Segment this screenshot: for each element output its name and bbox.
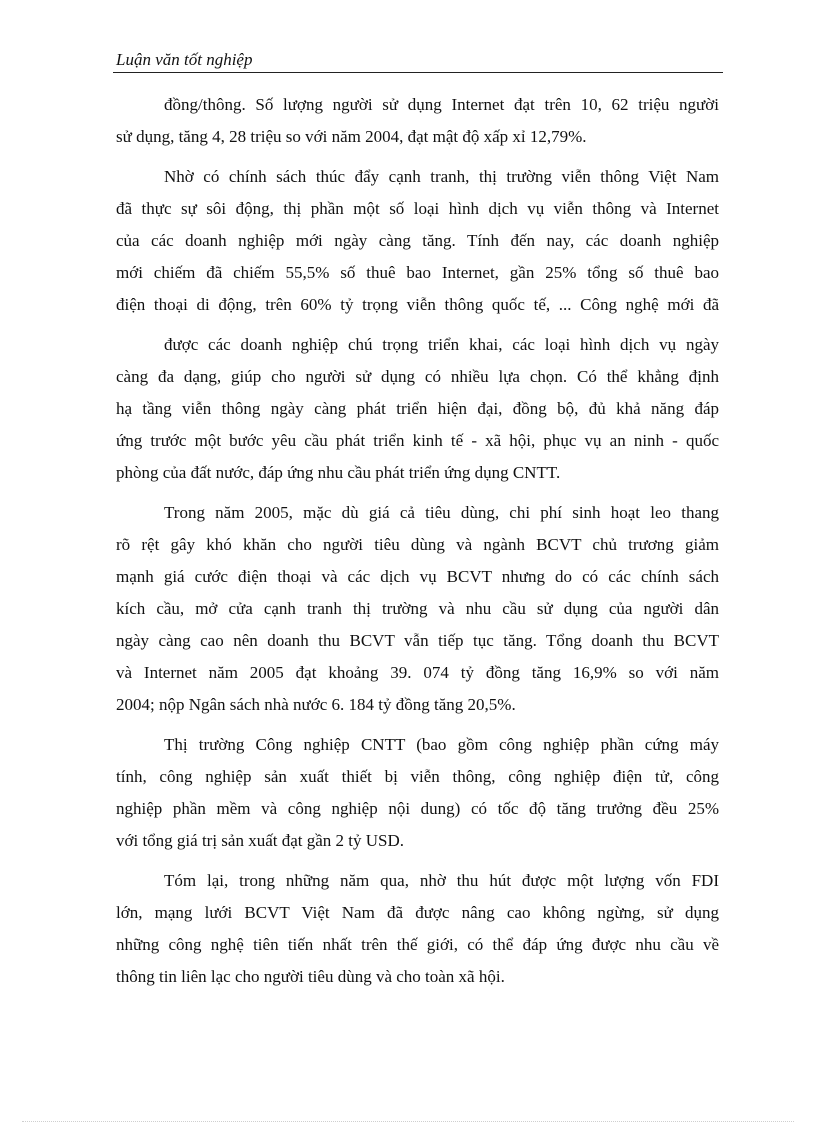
paragraph xyxy=(116,497,719,721)
text-line: được các doanh nghiệp chú trọng triển khai, các loại hình dịch vụ ngày xyxy=(164,335,719,354)
text-line: mới chiếm đã chiếm 55,5% số thuê bao Internet, gần 25% tổng số thuê bao xyxy=(116,263,719,282)
text-line: Tóm lại, trong những năm qua, nhờ thu hút được một lượng vốn FDI xyxy=(164,871,719,890)
text-line: ngày càng cao nên doanh thu BCVT vẫn tiếp tục tăng. Tổng doanh thu BCVT xyxy=(116,631,719,650)
text-line: đồng/thông. Số lượng người sử dụng Internet đạt trên 10, 62 triệu người xyxy=(164,95,719,114)
text-line: Nhờ có chính sách thúc đẩy cạnh tranh, thị trường viễn thông Việt Nam xyxy=(164,167,719,186)
page-bottom-divider xyxy=(22,1121,794,1122)
paragraph xyxy=(116,329,719,489)
header-title: Luận văn tốt nghiệp xyxy=(116,50,253,69)
text-line: Trong năm 2005, mặc dù giá cả tiêu dùng, chi phí sinh hoạt leo thang xyxy=(164,503,719,522)
text-line: kích cầu, mở cửa cạnh tranh thị trường và nhu cầu sử dụng của người dân xyxy=(116,599,719,618)
text-line: điện thoại di động, trên 60% tỷ trọng viễn thông quốc tế, ... Công nghệ mới đã xyxy=(116,295,719,314)
text-line: đã thực sự sôi động, thị phần một số loại hình dịch vụ viễn thông và Internet xyxy=(116,199,719,218)
document-body xyxy=(116,89,719,993)
text-line: ứng trước một bước yêu cầu phát triển kinh tế - xã hội, phục vụ an ninh - quốc xyxy=(116,431,719,450)
text-line: nghiệp phần mềm và công nghiệp nội dung) có tốc độ tăng trưởng đều 25% xyxy=(116,799,719,818)
text-line: với tổng giá trị sản xuất đạt gần 2 tỷ USD. xyxy=(116,831,405,850)
text-line: mạnh giá cước điện thoại và các dịch vụ BCVT nhưng do có các chính sách xyxy=(116,567,719,586)
text-line: 2004; nộp Ngân sách nhà nước 6. 184 tỷ đồng tăng 20,5%. xyxy=(116,695,516,714)
text-line: càng đa dạng, giúp cho người sử dụng có nhiều lựa chọn. Có thể khẳng định xyxy=(116,367,719,386)
text-line: lớn, mạng lưới BCVT Việt Nam đã được nâng cao không ngừng, sử dụng xyxy=(116,903,719,922)
paragraph xyxy=(116,161,719,321)
paragraph xyxy=(116,89,719,153)
text-line: Thị trường Công nghiệp CNTT (bao gồm công nghiệp phần cứng máy xyxy=(164,735,719,754)
paragraph xyxy=(116,729,719,857)
text-line: hạ tầng viễn thông ngày càng phát triển hiện đại, đồng bộ, đủ khả năng đáp xyxy=(116,399,719,418)
text-line: thông tin liên lạc cho người tiêu dùng và cho toàn xã hội. xyxy=(116,967,505,986)
text-line: rõ rệt gây khó khăn cho người tiêu dùng và ngành BCVT chủ trương giảm xyxy=(116,535,719,554)
text-line: phòng của đất nước, đáp ứng nhu cầu phát triển ứng dụng CNTT. xyxy=(116,463,561,482)
text-line: sử dụng, tăng 4, 28 triệu so với năm 2004, đạt mật độ xấp xỉ 12,79%. xyxy=(116,127,587,146)
text-line: và Internet năm 2005 đạt khoảng 39. 074 tỷ đồng tăng 16,9% so với năm xyxy=(116,663,719,682)
text-line: của các doanh nghiệp mới ngày càng tăng. Tính đến nay, các doanh nghiệp xyxy=(116,231,719,250)
text-line: tính, công nghiệp sản xuất thiết bị viễn thông, công nghiệp điện tử, công xyxy=(116,767,719,786)
paragraph xyxy=(116,865,719,993)
text-line: những công nghệ tiên tiến nhất trên thế giới, có thể đáp ứng được nhu cầu về xyxy=(116,935,719,954)
page-header xyxy=(113,50,723,73)
